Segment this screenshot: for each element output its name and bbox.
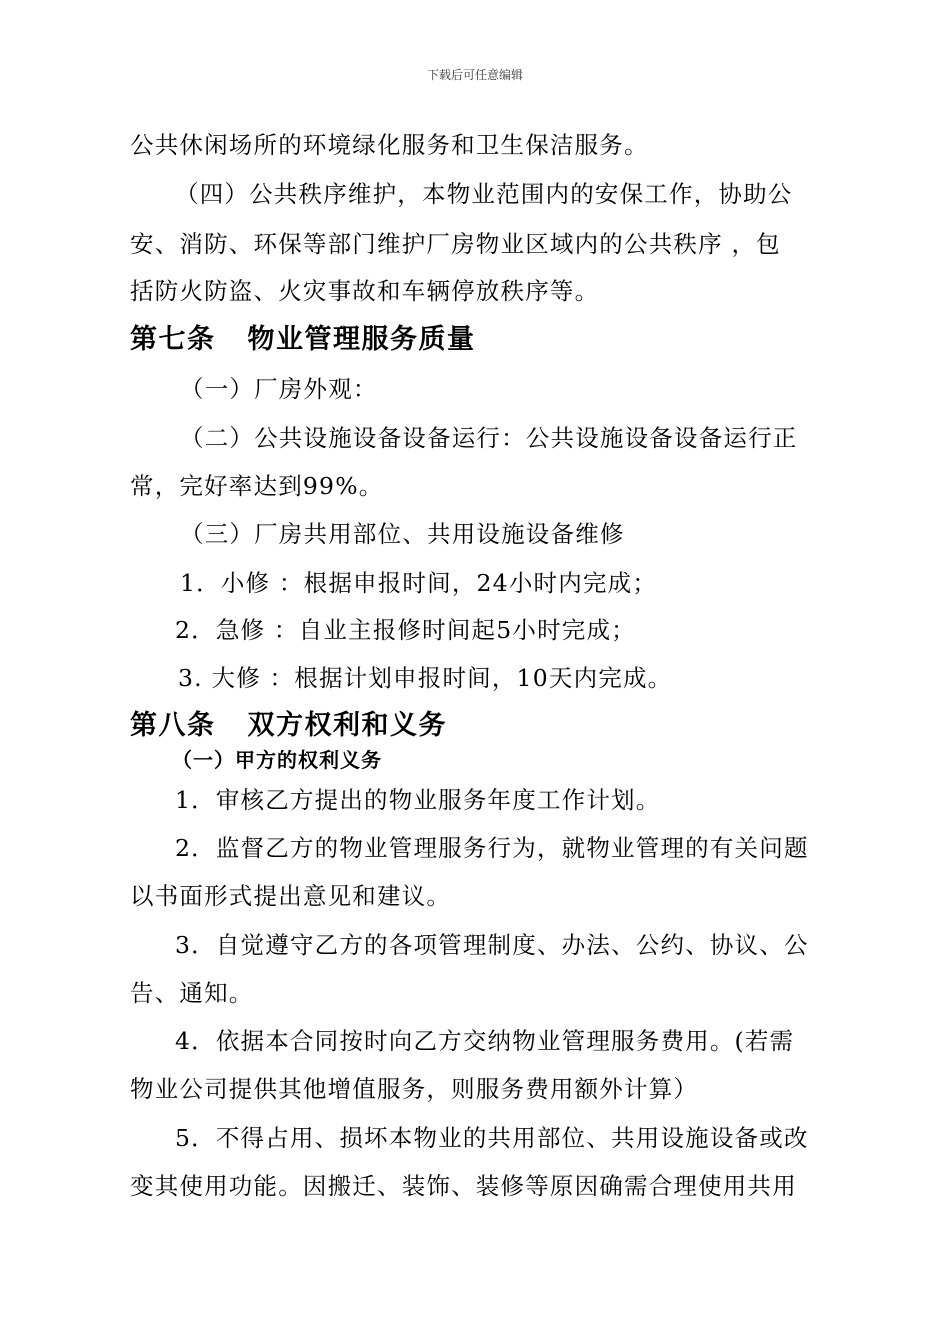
paragraph-line: 5．不得占用、损坏本物业的共用部位、共用设施设备或改 [175, 1124, 809, 1152]
paragraph-line: 公共休闲场所的环境绿化服务和卫生保洁服务。 [130, 131, 649, 159]
paragraph-line: （三）厂房共用部位、共用设施设备维修 [180, 520, 625, 548]
paragraph-line: 安、消防、环保等部门维护厂房物业区域内的公共秩序 ，包 [130, 230, 781, 258]
paragraph-line: 常，完好率达到99%。 [130, 472, 384, 500]
article-8-heading [130, 703, 447, 742]
paragraph-line: 4．依据本合同按时向乙方交纳物业管理服务费用。(若需 [175, 1027, 795, 1055]
paragraph-line: 3．自觉遵守乙方的各项管理制度、办法、公约、协议、公 [175, 931, 809, 959]
paragraph-line: 1．审核乙方提出的物业服务年度工作计划。 [175, 786, 661, 814]
paragraph-line: 2．监督乙方的物业管理服务行为，就物业管理的有关问题 [175, 834, 809, 862]
article-7-heading [130, 317, 476, 356]
paragraph-line: 变其使用功能。因搬迁、装饰、装修等原因确需合理使用共用 [130, 1172, 797, 1200]
article-title: 物业管理服务质量 [247, 324, 476, 355]
section-subheading: （一）甲方的权利义务 [172, 748, 382, 772]
paragraph-line: 告、通知。 [130, 979, 254, 1007]
paragraph-line: 以书面形式提出意见和建议。 [130, 882, 452, 910]
paragraph-line: （二）公共设施设备设备运行：公共设施设备设备运行正 [180, 424, 798, 452]
paragraph-line: （一）厂房外观： [180, 375, 378, 403]
article-number: 第八条 [130, 710, 216, 741]
paragraph-line: （四）公共秩序维护，本物业范围内的安保工作，协助公 [175, 180, 793, 208]
paragraph-line: 物业公司提供其他增值服务，则服务费用额外计算） [130, 1075, 699, 1103]
header-note: 下载后可任意编辑 [426, 68, 523, 82]
paragraph-line: 2．急修 ：自业主报修时间起5小时完成； [175, 616, 636, 644]
paragraph-line: 1．小修 ：根据申报时间，24小时内完成； [180, 569, 658, 597]
article-number: 第七条 [130, 324, 216, 355]
article-title: 双方权利和义务 [247, 710, 447, 741]
paragraph-line: 3. 大修 ：根据计划申报时间，10天内完成。 [178, 664, 673, 692]
paragraph-line: 括防火防盗、火灾事故和车辆停放秩序等。 [130, 277, 600, 305]
